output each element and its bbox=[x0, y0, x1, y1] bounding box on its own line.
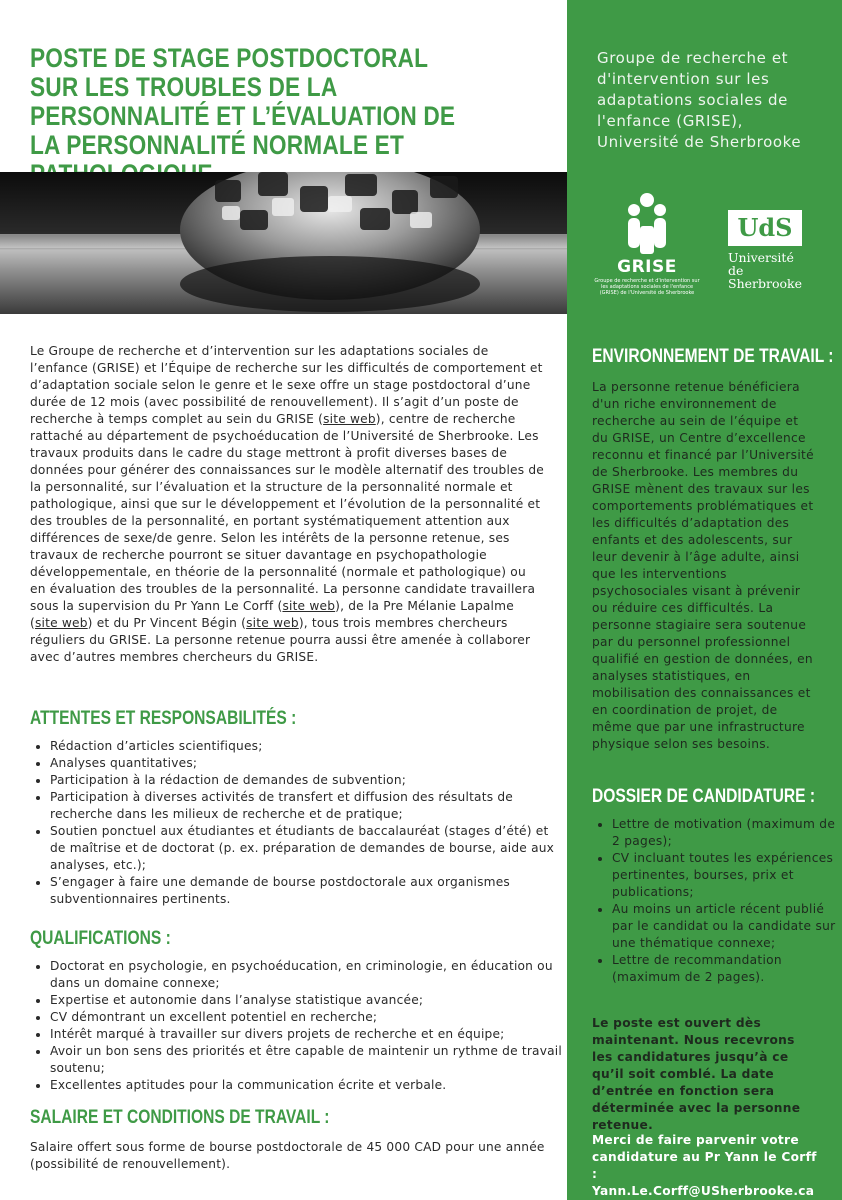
intro-text-5: ), tous trois membres chercheurs réguliers du GRISE. La personne retenue pourra aussi être amenée à collaborer avec d’autres membres chercheurs du GRISE. bbox=[30, 616, 531, 664]
salaire-heading: SALAIRE ET CONDITIONS DE TRAVAIL : bbox=[30, 1107, 330, 1128]
uds-logo-name bbox=[728, 251, 808, 290]
list-item: • Au moins un article récent publié par le candidat ou la candidate sur une thématique connexe; bbox=[612, 901, 837, 952]
list-item: • Soutien ponctuel aux étudiantes et étudiants de baccalauréat (stages d’été) et de maîtrise et de doctorat (p. ex. préparation de demandes de bourse, aide aux analyses, etc.); bbox=[50, 823, 565, 874]
uds-logo-line1: Université de bbox=[728, 250, 794, 278]
le-corff-site-link[interactable]: site web bbox=[282, 599, 336, 613]
attentes-list bbox=[30, 738, 565, 908]
grise-logo-text: GRISE bbox=[617, 257, 677, 277]
salaire-text: Salaire offert sous forme de bourse postdoctorale de 45 000 CAD pour une année (possibilité de renouvellement). bbox=[30, 1140, 545, 1171]
dossier-heading: DOSSIER DE CANDIDATURE : bbox=[592, 786, 816, 807]
family-icon bbox=[592, 190, 702, 256]
list-item: • CV démontrant un excellent potentiel en recherche; bbox=[50, 1009, 565, 1026]
uds-logo-line2: Sherbrooke bbox=[728, 276, 802, 291]
intro-text-2: ), centre de recherche rattaché au département de psychoéducation de l’Université de Sherbrooke. Les travaux produits dans le cadre du stage mettront à profit diverses bases de données pour générer des connaissances sur le modèle alternatif des troubles de la personnalité, sur l’évaluation et la structure de la personnalité normale et pathologique, ainsi que sur le développement et l’évolution de la personnalité et des troubles de la personnalité, en portant systématiquement attention aux différences de sexe/de genre. Selon les intérêts de la personne retenue, ses travaux de recherche pourront se situer davantage en psychopathologie développementale, en théorie de la personnalité (normale et pathologique) ou en évaluation des troubles de la personnalité. La personne candidate travaillera sous la supervision du Pr Yann Le Corff ( bbox=[30, 412, 545, 613]
list-item: • Doctorat en psychologie, en psychoéducation, en criminologie, en éducation ou dans un domaine connexe; bbox=[50, 958, 565, 992]
list-item: • Analyses quantitatives; bbox=[50, 755, 565, 772]
organization-name: Groupe de recherche et d'intervention sur les adaptations sociales de l'enfance (GRISE), Université de Sherbrooke bbox=[597, 49, 802, 151]
lapalme-site-link[interactable]: site web bbox=[34, 616, 88, 630]
intro-paragraph bbox=[30, 343, 545, 666]
qualifications-heading: QUALIFICATIONS : bbox=[30, 928, 171, 949]
grise-site-link[interactable]: site web bbox=[323, 412, 376, 426]
list-item: • Intérêt marqué à travailler sur divers projets de recherche et en équipe; bbox=[50, 1026, 565, 1043]
list-item: • Excellentes aptitudes pour la communication écrite et verbale. bbox=[50, 1077, 565, 1094]
contact-block bbox=[592, 1132, 817, 1200]
qualifications-list bbox=[30, 958, 565, 1094]
list-item: • Participation à la rédaction de demandes de subvention; bbox=[50, 772, 565, 789]
page-title: POSTE DE STAGE POSTDOCTORAL SUR LES TROUBLES DE LA PERSONNALITÉ ET L’ÉVALUATION DE LA PERSONNALITÉ NORMALE ET bbox=[30, 43, 456, 160]
begin-site-link[interactable]: site web bbox=[246, 616, 299, 630]
puzzle-sphere-image bbox=[0, 172, 567, 314]
dossier-list bbox=[592, 816, 837, 986]
uds-logo bbox=[728, 210, 808, 291]
environnement-heading: ENVIRONNEMENT DE TRAVAIL : bbox=[592, 346, 834, 367]
list-item: • CV incluant toutes les expériences pertinentes, bourses, prix et publications; bbox=[612, 850, 837, 901]
list-item: • Avoir un bon sens des priorités et être capable de maintenir un rythme de travail soutenu; bbox=[50, 1043, 565, 1077]
list-item: • Rédaction d’articles scientifiques; bbox=[50, 738, 565, 755]
list-item: • Lettre de motivation (maximum de 2 pages); bbox=[612, 816, 837, 850]
grise-logo-subtext: Groupe de recherche et d'intervention sur les adaptations sociales de l'enfance (GRISE) de l'Université de Sherbrooke bbox=[594, 278, 700, 296]
attentes-heading: ATTENTES ET RESPONSABILITÉS : bbox=[30, 708, 297, 729]
contact-email[interactable]: Yann.Le.Corff@USherbrooke.ca bbox=[592, 1184, 815, 1198]
grise-logo bbox=[592, 190, 702, 300]
uds-logo-box: UdS bbox=[728, 210, 802, 246]
banner-image bbox=[0, 172, 567, 314]
environnement-text: La personne retenue bénéficiera d'un riche environnement de recherche au sein de l’équipe et du GRISE, un Centre d’excellence reconnu et financé par l’Université de Sherbrooke. Les membres du GRISE mènent des travaux sur les comportements problématiques et les difficultés d’adaptation des enfants et des adolescents, sur leur devenir à l’âge adulte, ainsi que les interventions psychosociales visant à prévenir ou réduire ces difficultés. La personne stagiaire sera soutenue par du personnel professionnel qualifié en gestion de données, en analyses statistiques, en mobilisation des connaissances et en coordination de projet, de même que par une infrastructure physique selon ses besoins. bbox=[592, 380, 814, 751]
opening-note: Le poste est ouvert dès maintenant. Nous recevrons les candidatures jusqu’à ce qu’il soit comblé. La date d’entrée en fonction sera déterminée avec la personne retenue. bbox=[592, 1016, 801, 1132]
contact-line: Merci de faire parvenir votre candidature au Pr Yann le Corff : bbox=[592, 1133, 817, 1181]
intro-text-3: ), de la Pre Mélanie Lapalme ( bbox=[30, 599, 514, 630]
intro-text-1: Le Groupe de recherche et d’intervention sur les adaptations sociales de l’enfance (GRISE) et l’Équipe de recherche sur les difficultés de comportement et d’adaptation sociale selon le genre et le sexe offre un stage postdoctoral d’une durée de 12 mois (avec possibilité de renouvellement). Il s’agit d’un poste de recherche à temps complet au sein du GRISE ( bbox=[30, 344, 543, 426]
list-item: • Participation à diverses activités de transfert et diffusion des résultats de recherche dans les milieux de recherche et de pratique; bbox=[50, 789, 565, 823]
list-item: • S’engager à faire une demande de bourse postdoctorale aux organismes subventionnaires pertinents. bbox=[50, 874, 565, 908]
list-item: • Expertise et autonomie dans l’analyse statistique avancée; bbox=[50, 992, 565, 1009]
intro-text-4: ) et du Pr Vincent Bégin ( bbox=[87, 616, 247, 630]
list-item: • Lettre de recommandation (maximum de 2 pages). bbox=[612, 952, 837, 986]
